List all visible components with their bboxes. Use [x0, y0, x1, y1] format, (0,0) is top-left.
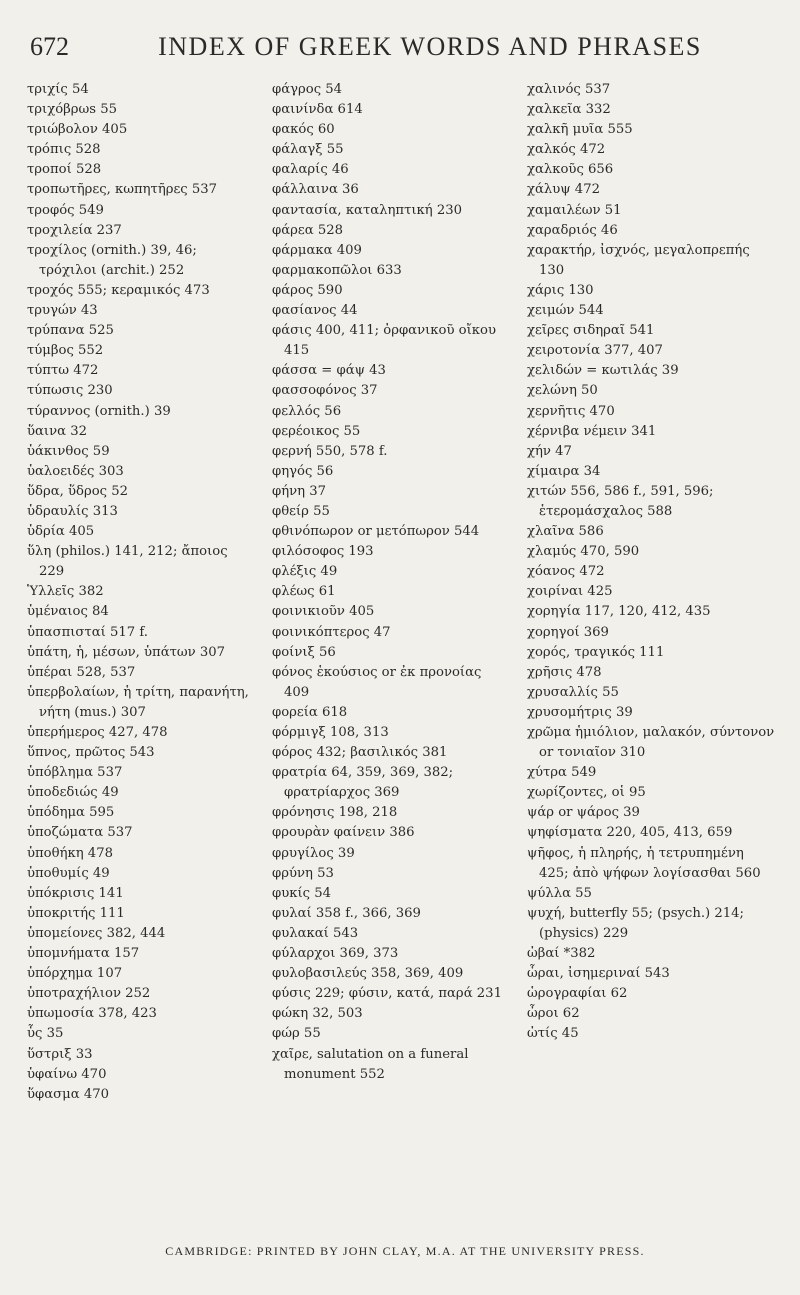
index-column-2 — [272, 80, 507, 1085]
index-entry: φαρμακοπῶλοι 633 — [272, 262, 402, 278]
index-entry: ὑπομνήματα 157 — [27, 946, 140, 962]
index-entry: φασίανος 44 — [272, 303, 358, 319]
index-entry: ὑπωμοσία 378, 423 — [27, 1006, 157, 1022]
index-entry: φάλλαινα 36 — [272, 182, 359, 198]
index-entry: ὠβαί *382 — [527, 946, 596, 962]
index-entry: ὑφαίνω 470 — [27, 1066, 107, 1082]
index-entry: φήνη 37 — [272, 483, 327, 499]
index-entry: χελιδών = κωτιλάς 39 — [527, 363, 679, 379]
index-entry: τροποί 528 — [27, 162, 102, 178]
index-entry: ψυχή, butterfly 55; (psych.) 214; (physics) 229 — [527, 905, 744, 941]
index-entry: φυλακαί 543 — [272, 925, 359, 941]
index-entry: ὡρογραφίαι 62 — [527, 986, 628, 1002]
running-title: INDEX OF GREEK WORDS AND PHRASES — [158, 32, 702, 61]
index-entry: ὑπόδημα 595 — [27, 805, 115, 821]
index-entry: φάγρος 54 — [272, 82, 343, 97]
index-entry: φηγός 56 — [272, 463, 334, 479]
index-entry: τύπτω 472 — [27, 363, 99, 379]
index-entry: τριώβολον 405 — [27, 122, 128, 138]
index-column-1 — [27, 80, 252, 1105]
index-entry: φοίνιξ 56 — [272, 644, 336, 660]
index-entry: χαλκεῖα 332 — [527, 102, 611, 118]
index-entry: φλέξις 49 — [272, 564, 338, 580]
index-entry: φαινίνδα 614 — [272, 102, 363, 118]
index-entry: χίμαιρα 34 — [527, 463, 601, 479]
index-entry: φυλοβασιλεύς 358, 369, 409 — [272, 966, 464, 982]
index-entry: φιλόσοφος 193 — [272, 544, 374, 560]
index-entry: ψύλλα 55 — [527, 885, 592, 901]
index-entry: ὑποθυμίς 49 — [27, 865, 110, 881]
index-entry: τύμβος 552 — [27, 343, 104, 359]
index-entry: φερνή 550, 578 f. — [272, 443, 388, 459]
index-entry: χαλκός 472 — [527, 142, 606, 158]
index-column-3 — [527, 80, 777, 1045]
index-entry: ὑδραυλίς 313 — [27, 503, 118, 519]
index-entry: φύλαρχοι 369, 373 — [272, 946, 399, 962]
index-entry: ὑποζώματα 537 — [27, 825, 133, 841]
index-entry: φάλαγξ 55 — [272, 142, 344, 158]
index-entry: χωρίζοντες, οἱ 95 — [527, 785, 646, 801]
index-entry: φθινόπωρον or μετόπωρον 544 — [272, 524, 480, 540]
index-entry: φόρμιγξ 108, 313 — [272, 725, 389, 740]
index-entry: φυκίς 54 — [272, 885, 332, 901]
index-entry: χήν 47 — [527, 443, 572, 459]
index-entry: τροφός 549 — [27, 202, 104, 218]
index-entry: χρῶμα ἡμιόλιον, μαλακόν, σύντονον or τονιαῖον 310 — [527, 725, 775, 761]
index-entry: χέρνιβα νέμειν 341 — [527, 423, 657, 439]
index-entry: ὑπασπισταί 517 f. — [27, 624, 148, 640]
index-entry: ψάρ or ψάρος 39 — [527, 805, 640, 821]
index-entry: φάρεα 528 — [272, 222, 343, 238]
index-entry: ψῆφος, ἡ πληρής, ἡ τετρυπημένη 425; ἀπὸ ψήφων λογίσασθαι 560 — [527, 845, 761, 881]
index-entry: ὠτίς 45 — [527, 1026, 579, 1042]
page-header — [30, 32, 775, 76]
index-entry: χιτών 556, 586 f., 591, 596; ἑτερομάσχαλος 588 — [527, 483, 714, 519]
index-entry: ὕδρα, ὕδρος 52 — [27, 483, 129, 499]
index-entry: φοινικόπτερος 47 — [272, 624, 391, 640]
index-entry: τρόπις 528 — [27, 142, 101, 158]
index-entry: φορεία 618 — [272, 704, 348, 720]
index-entry: τροχός 555; κεραμικός 473 — [27, 282, 210, 298]
index-entry: φρατρία 64, 359, 369, 382; φρατρίαρχος 369 — [272, 765, 454, 801]
index-entry: χοιρίναι 425 — [527, 584, 613, 600]
printer-imprint: CAMBRIDGE: PRINTED BY JOHN CLAY, M.A. AT THE UNIVERSITY PRESS. — [165, 1244, 645, 1258]
index-entry: χαῖρε, salutation on a funeral monument 552 — [272, 1046, 469, 1082]
index-entry: χλαμύς 470, 590 — [527, 544, 640, 560]
index-entry: ὑπόκρισις 141 — [27, 885, 124, 901]
index-entry: φόρος 432; βασιλικός 381 — [272, 745, 448, 761]
index-entry: ὑάκινθος 59 — [27, 443, 110, 459]
index-entry: ὑπόβλημα 537 — [27, 765, 123, 781]
index-entry: τριχόβρωs 55 — [27, 102, 118, 118]
index-entry: ὑπερήμερος 427, 478 — [27, 725, 168, 740]
index-entry: φάρος 590 — [272, 282, 343, 298]
index-entry: τρύπανα 525 — [27, 323, 114, 339]
index-entry: φάσσα = φάψ 43 — [272, 363, 386, 379]
index-entry: ὑποτραχήλιον 252 — [27, 986, 151, 1002]
index-entry: τροχίλος (ornith.) 39, 46; τρόχιλοι (archit.) 252 — [27, 242, 197, 278]
index-entry: τρυγών 43 — [27, 303, 98, 319]
index-entry: ὕστριξ 33 — [27, 1046, 93, 1062]
index-entry: φαντασία, καταληπτική 230 — [272, 202, 463, 218]
index-entry: ὕφασμα 470 — [27, 1086, 109, 1102]
index-entry: Ὑλλεῖς 382 — [27, 584, 104, 600]
index-entry: χόανος 472 — [527, 564, 605, 580]
index-entry: φερέοικος 55 — [272, 423, 361, 439]
index-entry: φαλαρίς 46 — [272, 162, 349, 178]
index-entry: ὑποθήκη 478 — [27, 845, 113, 861]
index-entry: φρόνησις 198, 218 — [272, 805, 398, 821]
index-entry: χαρακτήρ, ἰσχνός, μεγαλοπρεπής 130 — [527, 242, 750, 278]
index-entry: φυλαί 358 f., 366, 369 — [272, 905, 421, 921]
index-entry: χεῖρες σιδηραῖ 541 — [527, 323, 655, 339]
page-number: 672 — [30, 32, 69, 61]
index-entry: τύπωσις 230 — [27, 383, 113, 399]
index-entry: χρυσαλλίς 55 — [527, 684, 619, 700]
index-entry: φελλός 56 — [272, 403, 342, 419]
index-entry: ὑπέραι 528, 537 — [27, 664, 136, 680]
index-entry: ὦροι 62 — [527, 1006, 580, 1022]
index-entry: φασσοφόνος 37 — [272, 383, 378, 399]
index-entry: χαμαιλέων 51 — [527, 202, 622, 218]
index-entry: φακός 60 — [272, 122, 335, 138]
index-entry: ὗς 35 — [27, 1026, 64, 1042]
index-entry: τύραννος (ornith.) 39 — [27, 403, 171, 419]
index-entry: χελώνη 50 — [527, 383, 598, 399]
index-entry: φάσις 400, 411; ὀρφανικοῦ οἴκου 415 — [272, 323, 496, 359]
index-entry: φάρμακα 409 — [272, 242, 362, 258]
index-entry: ψηφίσματα 220, 405, 413, 659 — [527, 825, 733, 841]
index-entry: ὧραι, ἰσημεριναί 543 — [527, 966, 670, 982]
index-entry: ὑδρία 405 — [27, 524, 95, 540]
index-entry: χάρις 130 — [527, 282, 594, 298]
index-columns — [27, 80, 777, 1235]
index-entry: ὑαλοειδές 303 — [27, 463, 124, 479]
index-entry: ὑπόρχημα 107 — [27, 966, 123, 982]
index-entry: φρυγίλος 39 — [272, 845, 355, 861]
index-entry: ὕαινα 32 — [27, 423, 87, 439]
index-entry: χειροτονία 377, 407 — [527, 343, 663, 359]
index-entry: φλέως 61 — [272, 584, 336, 600]
index-entry: φοινικιοῦν 405 — [272, 604, 375, 620]
index-entry: τριχίς 54 — [27, 82, 89, 97]
index-entry: φρύνη 53 — [272, 865, 334, 881]
index-entry: φώρ 55 — [272, 1026, 321, 1042]
index-entry: χρυσομήτρις 39 — [527, 704, 633, 720]
index-entry: φόνος ἑκούσιος or ἐκ προνοίας 409 — [272, 664, 482, 700]
index-entry: φθείρ 55 — [272, 503, 330, 519]
index-entry: χαλκοῦς 656 — [527, 162, 614, 178]
index-entry: φύσις 229; φύσιν, κατά, παρά 231 — [272, 986, 502, 1002]
index-entry: τροχιλεία 237 — [27, 222, 122, 238]
index-entry: ὑπομείονες 382, 444 — [27, 925, 166, 941]
index-entry: ὕπνος, πρῶτος 543 — [27, 745, 155, 761]
index-entry: χορηγία 117, 120, 412, 435 — [527, 604, 711, 620]
index-entry: ὑποκριτής 111 — [27, 905, 125, 921]
index-entry: χαραδριός 46 — [527, 222, 618, 238]
index-entry: χύτρα 549 — [527, 765, 597, 781]
index-entry: ὑπάτη, ἡ, μέσων, ὑπάτων 307 — [27, 644, 226, 660]
index-entry: χερνῆτις 470 — [527, 403, 615, 419]
index-entry: ὕλη (philos.) 141, 212; ἄποιος 229 — [27, 544, 228, 580]
index-entry: χορηγοί 369 — [527, 624, 609, 640]
index-entry: ὑπερβολαίων, ἡ τρίτη, παρανήτη, νήτη (mus.) 307 — [27, 684, 249, 720]
index-entry: χειμών 544 — [527, 303, 604, 319]
index-entry: χαλκῆ μυῖα 555 — [527, 122, 633, 138]
index-entry: τροπωτῆρες, κωπητῆρες 537 — [27, 182, 218, 198]
index-entry: χαλινός 537 — [527, 82, 611, 97]
index-entry: φρουρὰν φαίνειν 386 — [272, 825, 415, 841]
index-entry: χρῆσις 478 — [527, 664, 602, 680]
index-entry: ὑποδεδιώς 49 — [27, 785, 119, 801]
index-entry: φώκη 32, 503 — [272, 1006, 363, 1022]
index-entry: ὑμέναιος 84 — [27, 604, 109, 620]
index-entry: χλαῖνα 586 — [527, 524, 604, 540]
index-entry: χάλυψ 472 — [527, 182, 600, 198]
index-entry: χορός, τραγικός 111 — [527, 644, 665, 660]
